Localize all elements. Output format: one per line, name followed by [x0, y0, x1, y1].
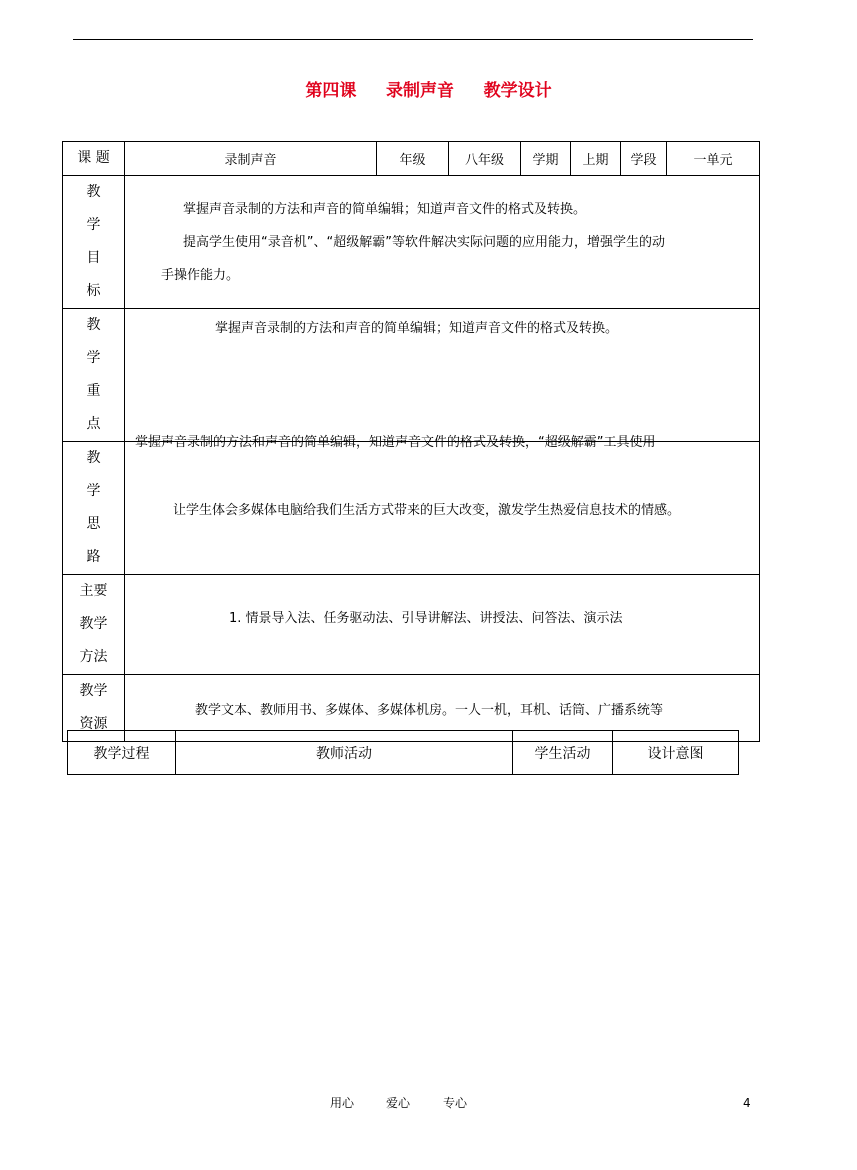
goal-line: 掌握声音录制的方法和声音的简单编辑；知道声音文件的格式及转换。 [183, 201, 587, 217]
footer-item: 专心 [443, 1096, 468, 1110]
methods-label: 主要 教学 方法 [63, 575, 125, 675]
approach-row [63, 442, 760, 575]
section-value: 一单元 [667, 142, 760, 176]
grade-value: 八年级 [449, 142, 521, 176]
goals-row [63, 176, 760, 309]
process-col-student: 学生活动 [513, 731, 613, 775]
key-points-content [125, 309, 760, 450]
resources-label: 教学 资源 [63, 675, 125, 742]
footer-item: 用心 [330, 1096, 355, 1110]
resources-text: 教学文本、教师用书、多媒体、多媒体机房。一人一机，耳机、话筒、广播系统等 [195, 702, 664, 718]
methods-text: 1. 情景导入法、任务驱动法、引导讲解法、讲授法、问答法、演示法 [229, 611, 623, 626]
term-value: 上期 [571, 142, 621, 176]
process-col-stage: 教学过程 [68, 731, 176, 775]
process-col-intent: 设计意图 [613, 731, 739, 775]
info-row [63, 142, 760, 176]
section-label: 学段 [621, 142, 667, 176]
page-number: 4 [743, 1096, 751, 1110]
goals-content [125, 176, 760, 309]
key-points-row [63, 309, 760, 442]
key-points-text: 掌握声音录制的方法和声音的简单编辑；知道声音文件的格式及转换。 [215, 321, 619, 336]
lesson-info-table [62, 141, 760, 742]
header-rule [73, 39, 753, 40]
approach-content [125, 442, 760, 575]
topic-value: 录制声音 [125, 142, 377, 176]
key-points-clipped-text: 掌握声音录制的方法和声音的简单编辑，知道声音文件的格式及转换，“超级解霸”工具使用 [135, 435, 656, 450]
goals-label: 教 学 目 标 [63, 176, 125, 309]
page-title: 第四课 录制声音 教学设计 [305, 81, 552, 101]
goal-line: 提高学生使用“录音机”、“超级解霸”等软件解决实际问题的应用能力，增强学生的动 [183, 234, 665, 250]
goal-line: 手操作能力。 [161, 267, 240, 283]
topic-label: 课 题 [63, 142, 125, 176]
process-header-table [67, 730, 739, 775]
methods-content [125, 575, 760, 675]
footer-item: 爱心 [386, 1096, 411, 1110]
process-header-row [68, 731, 739, 775]
approach-text: 让学生体会多媒体电脑给我们生活方式带来的巨大改变，激发学生热爱信息技术的情感。 [173, 502, 681, 518]
process-col-teacher: 教师活动 [176, 731, 513, 775]
approach-label: 教 学 思 路 [63, 442, 125, 575]
grade-label: 年级 [377, 142, 449, 176]
term-label: 学期 [521, 142, 571, 176]
key-points-label: 教 学 重 点 [63, 309, 125, 442]
methods-row [63, 575, 760, 675]
